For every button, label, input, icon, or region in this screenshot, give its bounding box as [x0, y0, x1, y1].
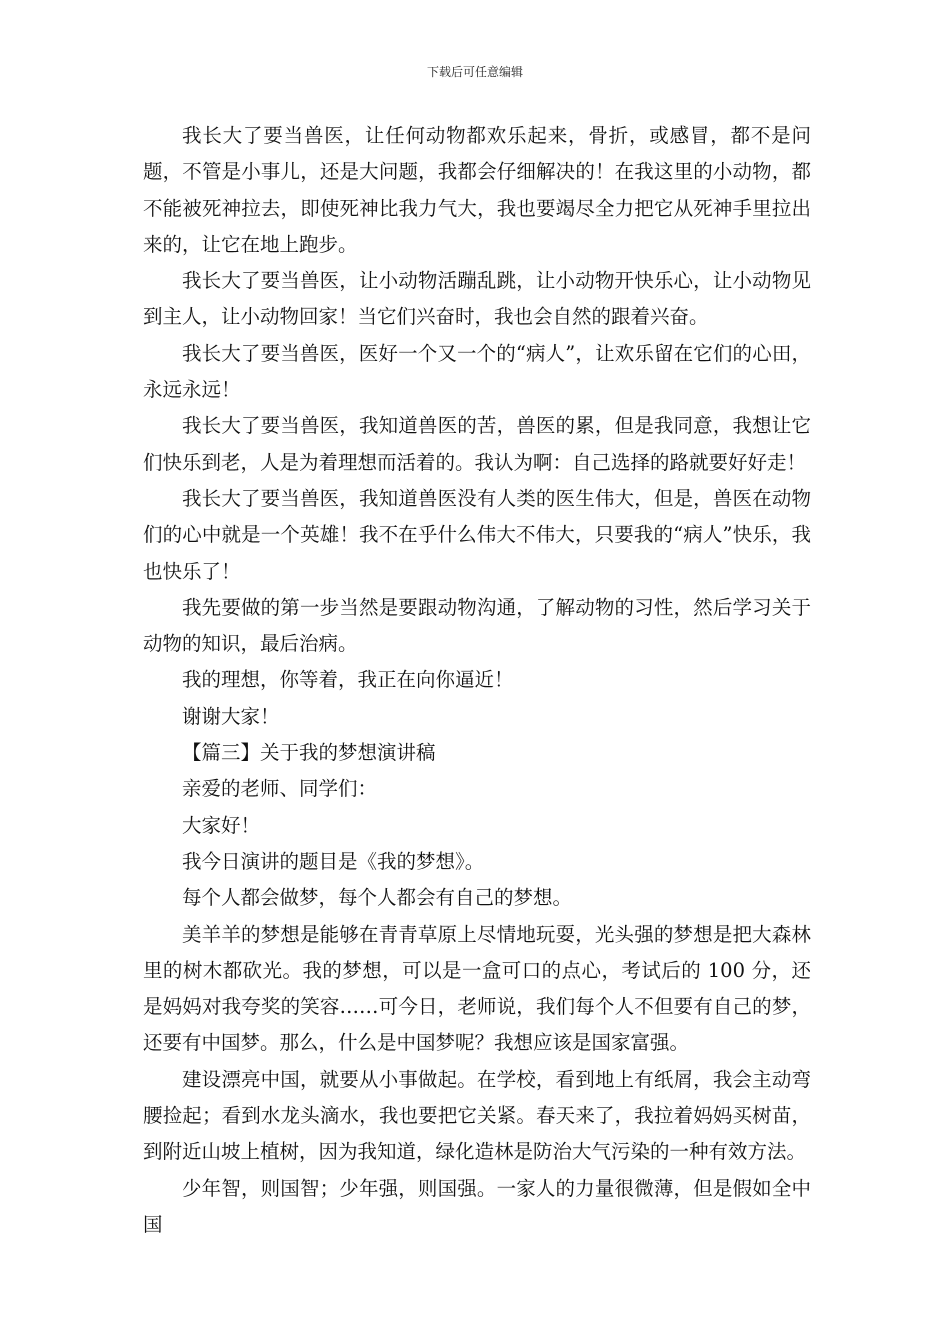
paragraph: 谢谢大家！: [182, 704, 280, 728]
paragraph: 美羊羊的梦想是能够在青青草原上尽情地玩耍，光头强的梦想是把大森林里的树木都砍光。我的梦想，可以是一盒可口的点心，考试后的 100 分，还是妈妈对我夸奖的笑容……可今日，老师说，我们每个人不但要有自己的梦，还要有中国梦。那么，什么是中国梦呢？我想应该是国家富强。: [143, 922, 811, 1055]
page-header: 下载后可任意编辑: [426, 65, 523, 79]
paragraph: 我长大了要当兽医，让任何动物都欢乐起来，骨折，或感冒，都不是问题，不管是小事儿，还是大问题，我都会仔细解决的！在我这里的小动物，都不能被死神拉去，即使死神比我力气大，我也要竭尽全力把它从死神手里拉出来的，让它在地上跑步。: [143, 124, 811, 256]
paragraph: 每个人都会做梦，每个人都会有自己的梦想。: [182, 886, 573, 910]
paragraph: 少年智，则国智；少年强，则国强。一家人的力量很微薄，但是假如全中国: [143, 1176, 811, 1236]
section-heading: 【篇三】关于我的梦想演讲稿: [182, 741, 436, 765]
paragraph: 我长大了要当兽医，我知道兽医没有人类的医生伟大，但是，兽医在动物们的心中就是一个英雄！我不在乎什么伟大不伟大，只要我的“病人”快乐，我也快乐了！: [143, 486, 811, 583]
greeting: 大家好！: [182, 813, 261, 837]
paragraph: 我长大了要当兽医，让小动物活蹦乱跳，让小动物开快乐心，让小动物见到主人，让小动物回家！当它们兴奋时，我也会自然的跟着兴奋。: [143, 269, 811, 329]
paragraph: 我长大了要当兽医，我知道兽医的苦，兽医的累，但是我同意，我想让它们快乐到老，人是为着理想而活着的。我认为啊：自己选择的路就要好好走！: [143, 414, 811, 474]
paragraph: 我先要做的第一步当然是要跟动物沟通，了解动物的习性，然后学习关于动物的知识，最后治病。: [143, 595, 811, 656]
document-body: [143, 118, 811, 1243]
salutation: 亲爱的老师、同学们：: [182, 777, 378, 801]
paragraph: 我的理想，你等着，我正在向你逼近！: [182, 668, 514, 692]
paragraph: 我长大了要当兽医，医好一个又一个的“病人”，让欢乐留在它们的心田，永远永远！: [143, 341, 811, 402]
paragraph: 建设漂亮中国，就要从小事做起。在学校，看到地上有纸屑，我会主动弯腰捡起；看到水龙头滴水，我也要把它关紧。春天来了，我拉着妈妈买树苗，到附近山坡上植树，因为我知道，绿化造林是防治大气污染的一种有效方法。: [143, 1067, 811, 1164]
paragraph: 我今日演讲的题目是《我的梦想》。: [182, 849, 485, 873]
